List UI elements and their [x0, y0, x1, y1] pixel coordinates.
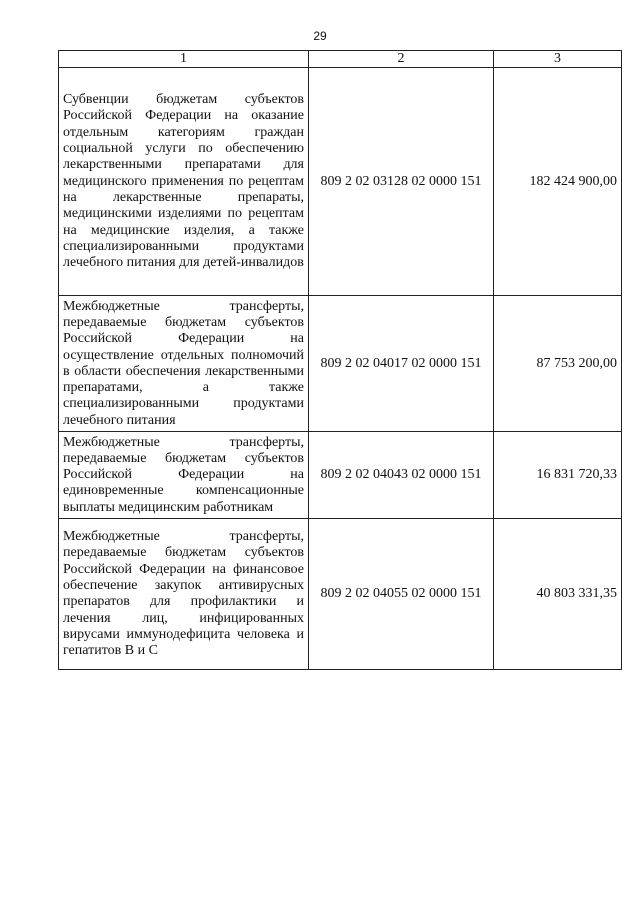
table-row — [59, 519, 622, 670]
table-row — [59, 68, 622, 296]
row-code: 809 2 02 04055 02 0000 151 — [309, 519, 494, 670]
table-row — [59, 296, 622, 432]
row-code: 809 2 02 03128 02 0000 151 — [309, 68, 494, 296]
column-header: 3 — [494, 51, 622, 68]
row-description: Межбюджетные трансферты, передаваемые бюджетам субъектов Российской Федерации на единовременные компенсационные выплаты медицинским работникам — [59, 432, 309, 519]
table-header-row — [59, 51, 622, 68]
row-amount: 40 803 331,35 — [494, 519, 622, 670]
row-description: Межбюджетные трансферты, передаваемые бюджетам субъектов Российской Федерации на финансовое обеспечение закупок антивирусных препаратов для профилактики и лечения лиц, инфицированных вирусами иммунодефицита человека и гепатитов В и С — [59, 519, 309, 670]
row-amount: 182 424 900,00 — [494, 68, 622, 296]
row-amount: 16 831 720,33 — [494, 432, 622, 519]
budget-table — [58, 50, 622, 670]
page-number: 29 — [313, 29, 327, 43]
row-code: 809 2 02 04043 02 0000 151 — [309, 432, 494, 519]
row-amount: 87 753 200,00 — [494, 296, 622, 432]
column-header: 2 — [309, 51, 494, 68]
table-row — [59, 432, 622, 519]
row-description: Субвенции бюджетам субъектов Российской Федерации на оказание отдельным категориям граждан социальной услуги по обеспечению лекарственными препаратами для медицинского применения по рецептам на лекарственные препараты, медицинскими изделиями по рецептам на медицинские изделия, а также специализированными продуктами лечебного питания для детей-инвалидов — [59, 68, 309, 296]
row-description: Межбюджетные трансферты, передаваемые бюджетам субъектов Российской Федерации на осуществление отдельных полномочий в области обеспечения лекарственными препаратами, а также специализированными продуктами лечебного питания — [59, 296, 309, 432]
column-header: 1 — [59, 51, 309, 68]
row-code: 809 2 02 04017 02 0000 151 — [309, 296, 494, 432]
